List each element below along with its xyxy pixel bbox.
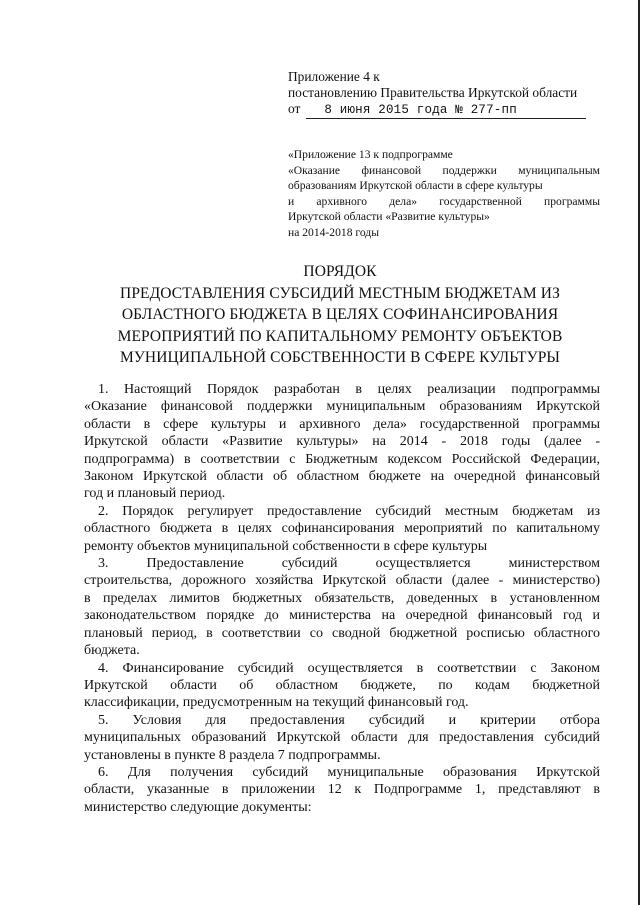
p2-line: ремонту объектов муниципальной собственности в сфере культуры [84,538,488,554]
paragraph-2 [84,503,600,555]
title-line-5: МУНИЦИПАЛЬНОЙ СОБСТВЕННОСТИ В СФЕРЕ КУЛЬТУРЫ [119,349,561,366]
p3-line: в пределах лимитов бюджетных обязательств, доведенных в установленном [84,590,600,606]
subprogram-line-2: «Оказание финансовой поддержки муниципальным [288,163,600,177]
p5-line: 5. Условия для предоставления субсидий и критерии отбора [98,712,600,728]
p5-line: установлены в пункте 8 раздела 7 подпрограммы. [84,747,381,763]
paragraph-1 [84,381,600,503]
subprogram-line-4: и архивного дела» государственной программы [288,194,600,208]
p3-line: 3. Предоставление субсидий осуществляется министерством [98,556,600,572]
subprogram-reference [288,147,600,241]
paragraph-4 [84,660,600,712]
p6-line: 6. Для получения субсидий муниципальные образования Иркутской [98,764,600,780]
title-line-4: МЕРОПРИЯТИЙ ПО КАПИТАЛЬНОМУ РЕМОНТУ ОБЪЕКТОВ [117,327,563,345]
appendix-date-line [288,101,608,119]
p1-line: подпрограмма) в соответствии с Бюджетным кодексом Российской Федерации, [84,451,600,467]
paragraph-5 [84,712,600,764]
document-title [80,261,600,369]
p4-line: Иркутской области об областном бюджете, по кодам бюджетной [84,677,600,693]
subprogram-line-3: образованиям Иркутской области в сфере культуры [288,179,543,193]
appendix-line-2: постановлению Правительства Иркутской области [288,85,578,100]
title-line-1: ПОРЯДОК [303,263,377,280]
p3-line: законодательством порядке до министерства на очередной финансовый год и [84,608,600,624]
p3-line: строительства, дорожного хозяйства Иркутской области (далее - министерство) [84,573,600,589]
subprogram-line-6: на 2014-2018 годы [288,225,380,239]
p1-line: Законом Иркутской области об областном бюджете на очередной финансовый [84,469,600,485]
title-line-2: ПРЕДОСТАВЛЕНИЯ СУБСИДИЙ МЕСТНЫМ БЮДЖЕТАМ ИЗ [120,284,560,302]
appendix-line-1: Приложение 4 к [288,69,380,84]
p4-line: 4. Финансирование субсидий осуществляется в соответствии с Законом [98,660,600,676]
p3-line: бюджета. [84,643,140,659]
subprogram-line-1: «Приложение 13 к подпрограмме [288,148,453,161]
p5-line: муниципальных образований Иркутской области для предоставления субсидий [84,730,600,746]
document-body [84,381,600,816]
p6-line: министерство следующие документы: [84,799,312,815]
p1-line: «Оказание финансовой поддержки муниципальным образованиям Иркутской [84,399,600,415]
p1-line: 1. Настоящий Порядок разработан в целях реализации подпрограммы [98,382,600,397]
subprogram-line-5: Иркутской области «Развитие культуры» [288,210,490,224]
appendix-header [288,69,608,119]
p2-line: 2. Порядок регулирует предоставление субсидий местным бюджетам из [98,503,600,519]
p6-line: области, указанные в приложении 12 к Подпрограмме 1, представляют в [84,782,600,798]
paragraph-6 [84,764,600,816]
p4-line: классификации, предусмотренным на текущий финансовый год. [84,695,469,711]
p1-line: год и плановый период. [84,486,226,502]
p1-line: Иркутской области «Развитие культуры» на 2014 - 2018 годы (далее - [84,434,600,450]
paragraph-3 [84,555,600,659]
p1-line: области в сфере культуры и архивного дела» государственной программы [84,416,600,432]
from-label: от [288,101,301,116]
decree-date: 8 июня 2015 года № 277-пп [306,102,586,119]
title-line-3: ОБЛАСТНОГО БЮДЖЕТА В ЦЕЛЯХ СОФИНАНСИРОВАНИЯ [121,306,559,323]
p2-line: областного бюджета в целях софинансирования мероприятий по капитальному [84,521,600,537]
p3-line: плановый период, в соответствии со сводной бюджетной росписью областного [84,625,600,641]
